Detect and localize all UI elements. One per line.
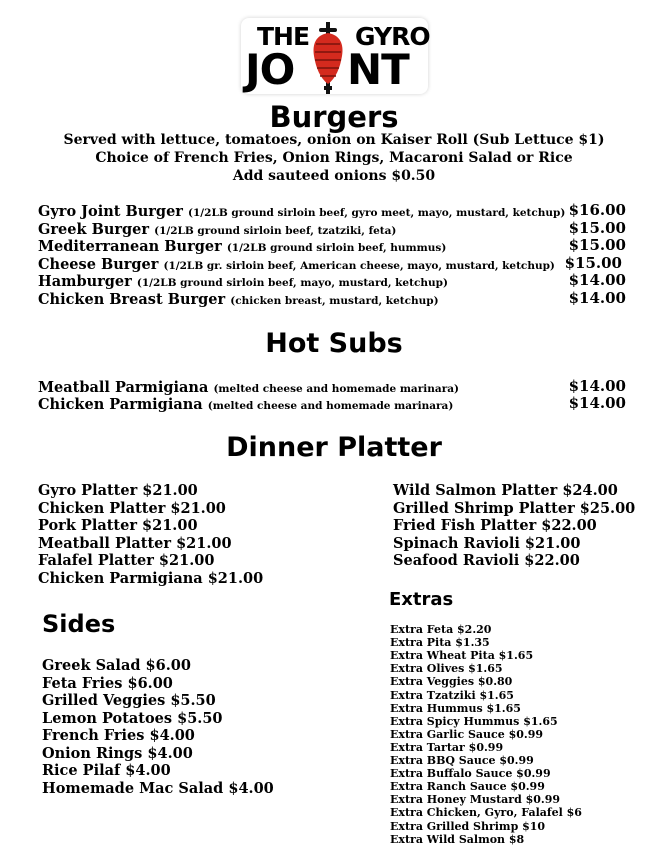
- extra-item: Extra Feta $2.20: [390, 623, 492, 636]
- platter-item: Wild Salmon Platter $24.00: [393, 482, 618, 499]
- side-item: Rice Pilaf $4.00: [42, 762, 171, 779]
- burger-item: [38, 219, 628, 237]
- side-item: Feta Fries $6.00: [42, 674, 173, 692]
- platter-item: Meatball Platter $21.00: [38, 534, 232, 552]
- platter-item: Grilled Shrimp Platter $25.00: [393, 499, 636, 517]
- extra-item: Extra BBQ Sauce $0.99: [390, 754, 534, 767]
- platter-item: Fried Fish Platter $22.00: [393, 517, 597, 534]
- item-name: Cheese Burger: [38, 255, 159, 273]
- extra-item: Extra Grilled Shrimp $10: [390, 819, 546, 833]
- item-description: (chicken breast, mustard, ketchup): [230, 294, 439, 307]
- side-item: Onion Rings $4.00: [42, 744, 193, 762]
- extra-item: Extra Ranch Sauce $0.99: [390, 780, 545, 794]
- sub-item: [38, 377, 628, 395]
- side-item: Greek Salad $6.00: [42, 657, 191, 674]
- item-name: Gyro Joint Burger: [38, 203, 183, 220]
- platter-item: Pork Platter $21.00: [38, 517, 198, 534]
- gyro-spit-icon: [307, 22, 349, 94]
- item-price: $14.00: [568, 377, 626, 395]
- item-name: Meatball Parmigiana: [38, 379, 209, 396]
- item-price: $15.00: [564, 253, 622, 272]
- extra-item: Extra Veggies $0.80: [390, 675, 513, 689]
- hot-subs-title: Hot Subs: [265, 328, 403, 359]
- item-price: $15.00: [568, 236, 626, 254]
- item-price: $14.00: [568, 394, 626, 412]
- extras-title: Extras: [389, 589, 454, 610]
- platter-item: Gyro Platter $21.00: [38, 482, 198, 499]
- dinner-platter-title: Dinner Platter: [226, 432, 442, 463]
- sub-item: [38, 394, 628, 412]
- item-name: Mediterranean Burger: [38, 238, 222, 255]
- item-name: Chicken Parmigiana: [38, 396, 203, 413]
- item-description: (1/2LB ground sirloin beef, hummus): [226, 242, 447, 254]
- item-name: Chicken Breast Burger: [38, 290, 226, 308]
- platter-item: Spinach Ravioli $21.00: [393, 534, 581, 552]
- platter-item: Seafood Ravioli $22.00: [393, 552, 580, 569]
- burger-item: [38, 201, 628, 219]
- logo-line-1: THE GYRO: [257, 22, 430, 51]
- extra-item: Extra Tzatziki $1.65: [390, 688, 514, 702]
- logo-line-2: JO NT: [245, 45, 409, 94]
- burgers-intro-line: Served with lettuce, tomatoes, onion on Kaiser Roll (Sub Lettuce $1): [63, 132, 605, 148]
- extra-item: Extra Pita $1.35: [390, 636, 490, 650]
- extra-item: Extra Wild Salmon $8: [390, 832, 525, 846]
- extra-item: Extra Buffalo Sauce $0.99: [390, 767, 551, 781]
- item-description: (1/2LB ground sirloin beef, mayo, mustard, ketchup): [136, 277, 448, 289]
- item-description: (1/2LB gr. sirloin beef, American cheese, mayo, mustard, ketchup): [163, 259, 555, 272]
- extra-item: Extra Spicy Hummus $1.65: [390, 714, 558, 728]
- side-item: Homemade Mac Salad $4.00: [42, 779, 274, 797]
- burger-item: [38, 271, 628, 289]
- extra-item: Extra Garlic Sauce $0.99: [390, 727, 544, 741]
- platter-item: Falafel Platter $21.00: [38, 552, 215, 569]
- extra-item: Extra Tartar $0.99: [390, 740, 504, 754]
- burgers-title: Burgers: [269, 100, 399, 134]
- item-description: (melted cheese and homemade marinara): [213, 383, 459, 395]
- item-price: $14.00: [568, 271, 626, 289]
- extra-item: Extra Honey Mustard $0.99: [390, 793, 561, 807]
- sides-title: Sides: [42, 610, 116, 638]
- item-price: $15.00: [568, 218, 626, 237]
- item-description: (1/2LB ground sirloin beef, gyro meet, mayo, mustard, ketchup): [188, 207, 566, 219]
- item-price: $14.00: [568, 288, 626, 307]
- burger-item: [38, 236, 628, 254]
- item-price: $16.00: [568, 201, 626, 219]
- item-name: Greek Burger: [38, 220, 150, 238]
- burger-item: [38, 254, 628, 272]
- side-item: French Fries $4.00: [42, 727, 195, 744]
- side-item: Grilled Veggies $5.50: [42, 692, 216, 709]
- extra-item: Extra Hummus $1.65: [390, 701, 521, 715]
- platter-item: Chicken Platter $21.00: [38, 499, 226, 517]
- item-description: (1/2LB ground sirloin beef, tzatziki, feta): [154, 224, 397, 237]
- burgers-intro-line: Add sauteed onions $0.50: [232, 168, 436, 184]
- burgers-intro-line: Choice of French Fries, Onion Rings, Macaroni Salad or Rice: [95, 150, 573, 166]
- platter-item: Chicken Parmigiana $21.00: [38, 569, 264, 587]
- extra-item: Extra Chicken, Gyro, Falafel $6: [390, 806, 582, 820]
- extra-item: Extra Olives $1.65: [390, 662, 503, 676]
- extra-item: Extra Wheat Pita $1.65: [390, 649, 534, 663]
- burger-item: [38, 289, 628, 307]
- item-name: Hamburger: [38, 273, 132, 290]
- item-description: (melted cheese and homemade marinara): [207, 400, 454, 412]
- side-item: Lemon Potatoes $5.50: [42, 709, 223, 727]
- gyro-joint-logo: [241, 18, 428, 94]
